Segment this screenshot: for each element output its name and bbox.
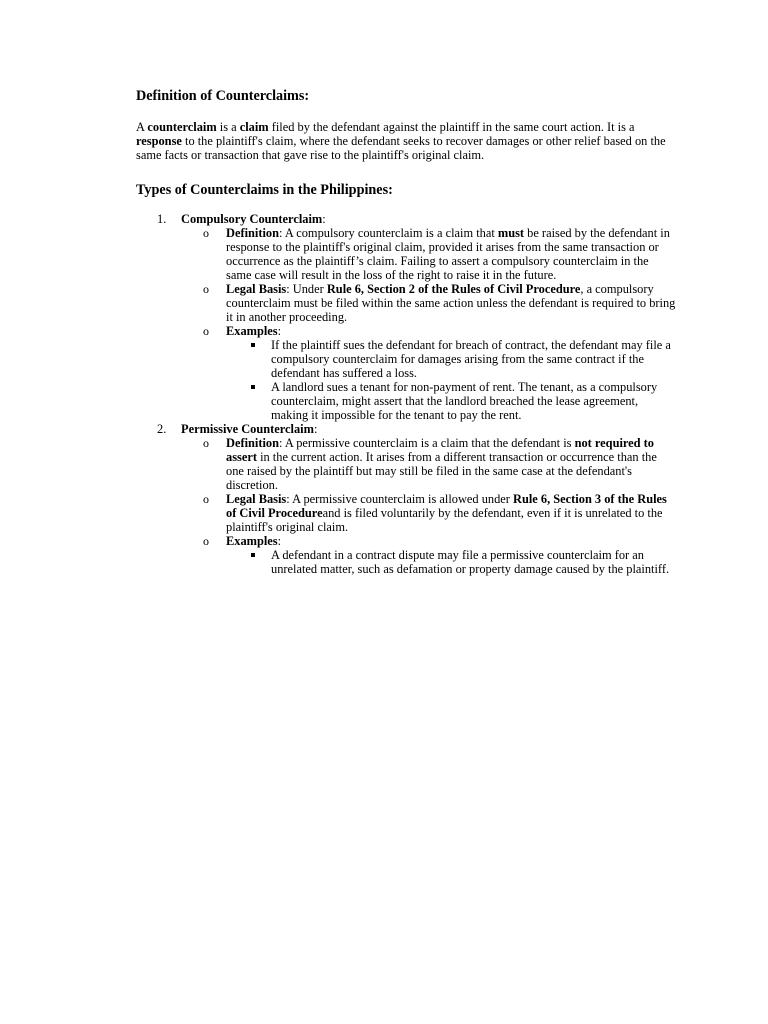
definition-label: Definition [226,436,280,450]
definition-bold-must: must [497,226,525,240]
legal-basis-text-1: : Under [286,282,327,296]
example-text: A landlord sues a tenant for non-payment of rent. The tenant, as a compulsory counterclaim, might assert that the landlord breached the lease agreement, making it impossible for the tenant to pay the rent. [271,380,658,422]
types-heading: Types of Counterclaims in the Philippines: [136,182,393,198]
type-title-colon: : [322,212,326,226]
example-item [226,338,676,380]
example-text: If the plaintiff sues the defendant for breach of contract, the defendant may file a compulsory counterclaim for damages arising from the same contract if the defendant has suffered a loss. [271,338,671,380]
sub-item-examples [181,324,676,422]
definition-bold-not-required: not required to assert [226,436,654,464]
legal-basis-text-1: : A permissive counterclaim is allowed under [286,492,514,506]
type-title-colon: : [313,422,318,436]
definition-text-1: : A compulsory counterclaim is a claim that [279,226,498,240]
sub-item-legal-basis [181,282,676,324]
example-text: A defendant in a contract dispute may file a permissive counterclaim for an unrelated matter, such as defamation or property damage caused by the plaintiff. [271,548,670,576]
intro-bold-counterclaim: counterclaim [147,120,217,134]
sub-item-definition [181,436,676,492]
circle-bullet-icon: o [203,282,209,296]
square-bullet-icon [251,553,255,557]
intro-text-3: filed by the defendant against the plaintiff in the same court action. It is a [268,120,635,134]
examples-label: Examples [226,324,278,338]
examples-list [226,548,676,576]
definition-label: Definition [226,226,280,240]
sub-list [181,226,676,422]
sub-item-definition [181,226,676,282]
intro-bold-response: response [136,134,182,148]
circle-bullet-icon: o [203,436,209,450]
square-bullet-icon [251,385,255,389]
circle-bullet-icon: o [203,226,209,240]
circle-bullet-icon: o [203,492,209,506]
definition-text-2: be raised by the defendant in response to the plaintiff's original claim, provided it arises from the same transaction or occurrence as the plaintiff’s claim. Failing to assert a compulsory counterclaim in the same case will result in the loss of the right to raise it in the future. [226,226,670,282]
legal-basis-label: Legal Basis [226,492,287,506]
document-page [136,88,676,576]
type-item-compulsory [136,212,676,422]
intro-bold-claim: claim [239,120,269,134]
legal-basis-rule: Rule 6, Section 3 of the Rules of Civil Procedure [226,492,667,520]
circle-bullet-icon: o [203,324,209,338]
examples-colon: : [277,534,282,548]
type-title: Permissive Counterclaim [181,422,314,436]
definition-text-1: : A permissive counterclaim is a claim that the defendant is [279,436,575,450]
square-bullet-icon [251,343,255,347]
legal-basis-text-2: and is filed voluntarily by the defendant, even if it is unrelated to the plaintiff's original claim. [226,506,663,534]
example-item [226,548,676,576]
sub-item-examples [181,534,676,576]
definition-heading: Definition of Counterclaims: [136,88,310,104]
legal-basis-text-2: , a compulsory counterclaim must be filed within the same action unless the defendant is required to bring it in another proceeding. [226,282,676,324]
list-number: 1. [157,212,167,226]
type-item-permissive [136,422,676,576]
intro-text-4: to the plaintiff's claim, where the defendant seeks to recover damages or other relief based on the same facts or transaction that gave rise to the plaintiff's original claim. [136,134,666,162]
intro-text-2: is a [216,120,240,134]
types-list [136,212,676,576]
legal-basis-label: Legal Basis [226,282,287,296]
example-item [226,380,676,422]
definition-text-2: in the current action. It arises from a different transaction or occurrence than the one raised by the plaintiff but may still be filed in the same case at the defendant's discretion. [226,450,657,492]
circle-bullet-icon: o [203,534,209,548]
examples-label: Examples [226,534,278,548]
intro-text-1: A [136,120,148,134]
list-number: 2. [157,422,167,436]
sub-item-legal-basis [181,492,676,534]
type-title: Compulsory Counterclaim [181,212,323,226]
legal-basis-rule: Rule 6, Section 2 of the Rules of Civil Procedure [326,282,581,296]
definition-paragraph [136,120,676,162]
examples-list [226,338,676,422]
sub-list [181,436,676,576]
examples-colon: : [277,324,282,338]
